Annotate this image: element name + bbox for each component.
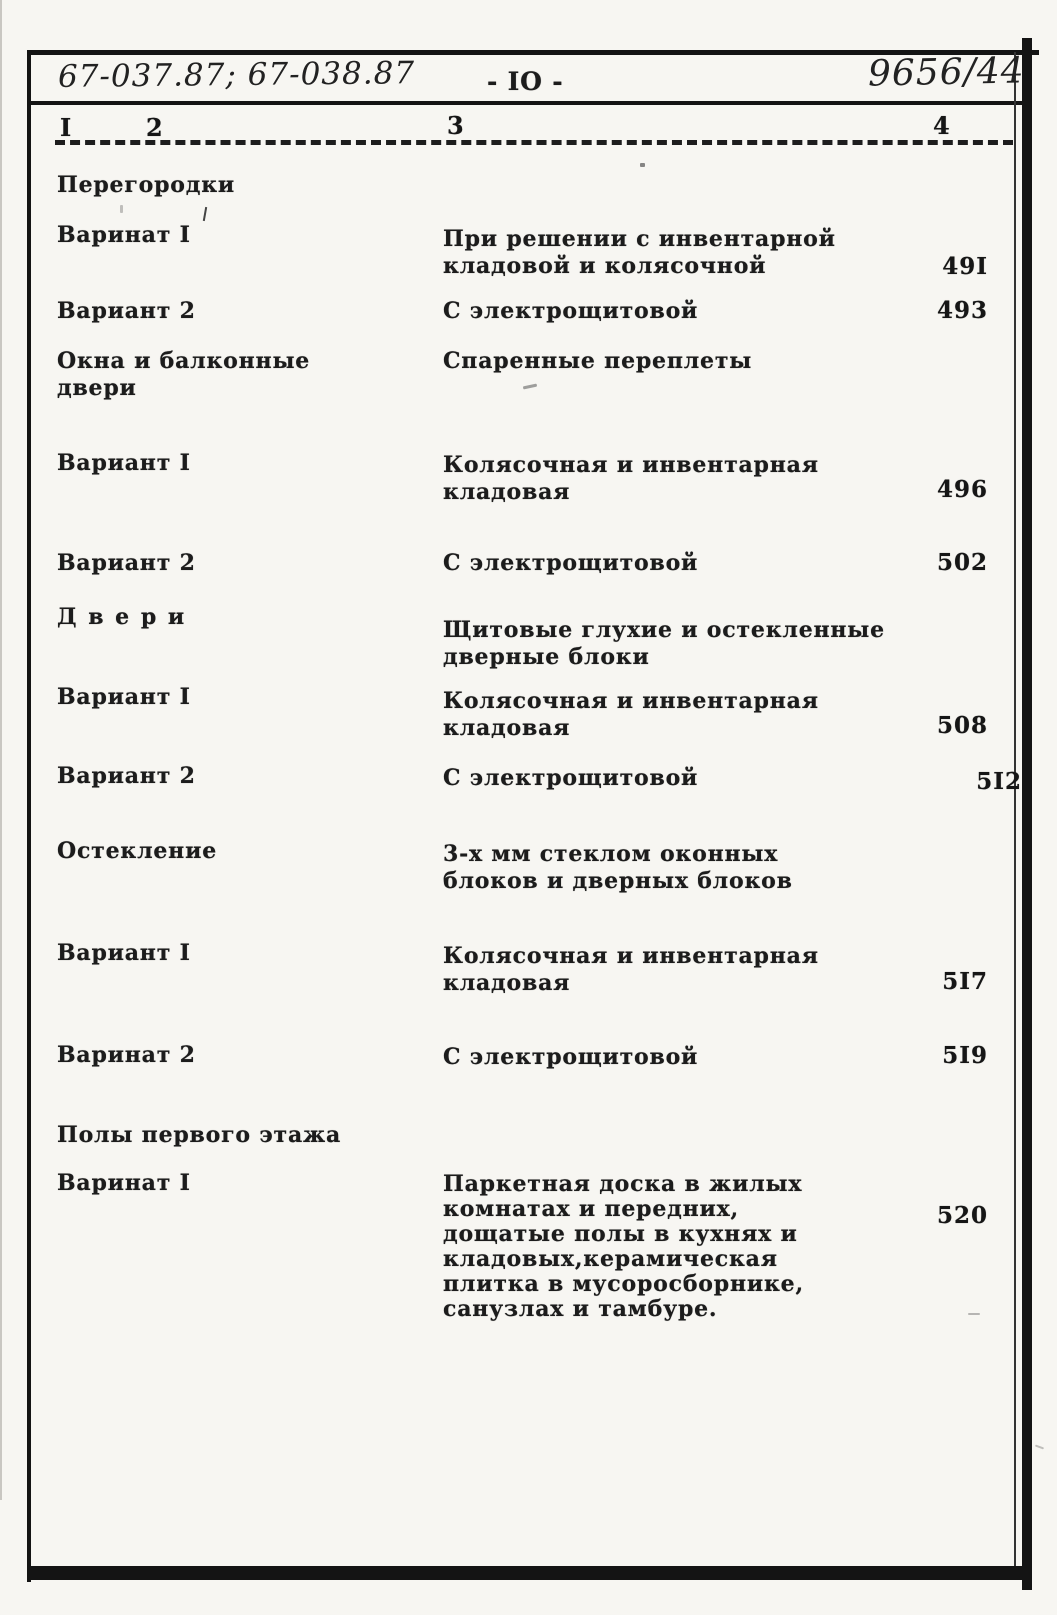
entry-label: Варинат 2 (57, 1042, 196, 1068)
entry-desc-line: кладовая (443, 970, 571, 996)
entry-page-number: 49I (942, 253, 988, 280)
entry-desc-line: С электрощитовой (443, 298, 699, 324)
section-title: Остекление (57, 838, 218, 864)
entry-desc-line: С электрощитовой (443, 1044, 699, 1070)
entry-desc-line: кладовых,керамическая (443, 1246, 778, 1272)
entry-desc-line: комнатах и передних, (443, 1196, 740, 1222)
entry-desc-line: Щитовые глухие и остекленные (443, 617, 885, 643)
entry-desc-line: санузлах и тамбуре. (443, 1296, 718, 1322)
entry-desc-line: 3-х мм стеклом оконных (443, 841, 779, 867)
entry-label: Вариант 2 (57, 550, 196, 576)
frame-right-thin-line (1014, 52, 1016, 1580)
entry-desc-line: дверные блоки (443, 644, 650, 670)
header-dashed-rule (55, 140, 1013, 145)
page-number: - IO - (487, 67, 564, 96)
entry-page-number: 5I9 (942, 1042, 988, 1069)
entry-desc-line: кладовая (443, 715, 571, 741)
section-title: Перегородки (57, 172, 236, 198)
entry-desc-line: плитка в мусоросборнике, (443, 1271, 804, 1297)
entry-desc-line: Паркетная доска в жилых (443, 1171, 803, 1197)
header-band-divider (27, 101, 1027, 105)
entry-desc-line: кладовая (443, 479, 571, 505)
entry-page-number: 496 (936, 476, 988, 503)
entry-desc-line: Колясочная и инвентарная (443, 452, 819, 478)
frame-right-thick-line (1022, 38, 1032, 1590)
scan-speck (640, 163, 645, 167)
entry-desc-line: дощатые полы в кухнях и (443, 1221, 798, 1247)
entry-page-number: 5I7 (942, 968, 988, 995)
frame-bottom-line (27, 1566, 1032, 1580)
frame-left-line (27, 50, 31, 1582)
entry-desc-line: Спаренные переплеты (443, 348, 753, 374)
scan-speck (968, 1313, 980, 1315)
page-edge-line (0, 0, 2, 1500)
scan-speck (120, 205, 123, 213)
entry-label: Вариант I (57, 450, 191, 476)
entry-desc-line: блоков и дверных блоков (443, 868, 793, 894)
entry-label: Варинат I (57, 1170, 191, 1196)
scan-speck (523, 384, 537, 390)
entry-label: Окна и балконные (57, 348, 311, 374)
entry-label: Вариант 2 (57, 763, 196, 789)
stray-pen-tick (203, 207, 207, 221)
entry-desc-line: При решении с инвентарной (443, 226, 836, 252)
entry-label: Варинат I (57, 222, 191, 248)
entry-label: Вариант I (57, 940, 191, 966)
entry-desc-line: С электрощитовой (443, 550, 699, 576)
entry-desc-line: кладовой и колясочной (443, 253, 767, 279)
entry-label: Вариант I (57, 684, 191, 710)
entry-label: Вариант 2 (57, 298, 196, 324)
entry-page-number: 520 (936, 1202, 988, 1229)
handwritten-stamp-number: 9656/44 (867, 50, 1025, 95)
column-header-4: 4 (933, 111, 950, 140)
section-title: Д в е р и (57, 604, 187, 630)
entry-desc-line: С электрощитовой (443, 765, 699, 791)
entry-label-line2: двери (57, 375, 137, 401)
entry-page-number: 508 (936, 712, 988, 739)
column-header-1: I (60, 113, 72, 142)
entry-page-number: 502 (936, 549, 988, 576)
scan-speck (1035, 1445, 1044, 1450)
column-header-2: 2 (146, 113, 163, 142)
entry-desc-line: Колясочная и инвентарная (443, 943, 819, 969)
entry-page-number: 493 (936, 297, 988, 324)
entry-page-number: 5I2 (976, 768, 1022, 795)
handwritten-doc-numbers: 67-037.87; 67-038.87 (57, 55, 416, 95)
column-header-3: 3 (447, 111, 464, 140)
entry-desc-line: Колясочная и инвентарная (443, 688, 819, 714)
section-title: Полы первого этажа (57, 1122, 342, 1148)
